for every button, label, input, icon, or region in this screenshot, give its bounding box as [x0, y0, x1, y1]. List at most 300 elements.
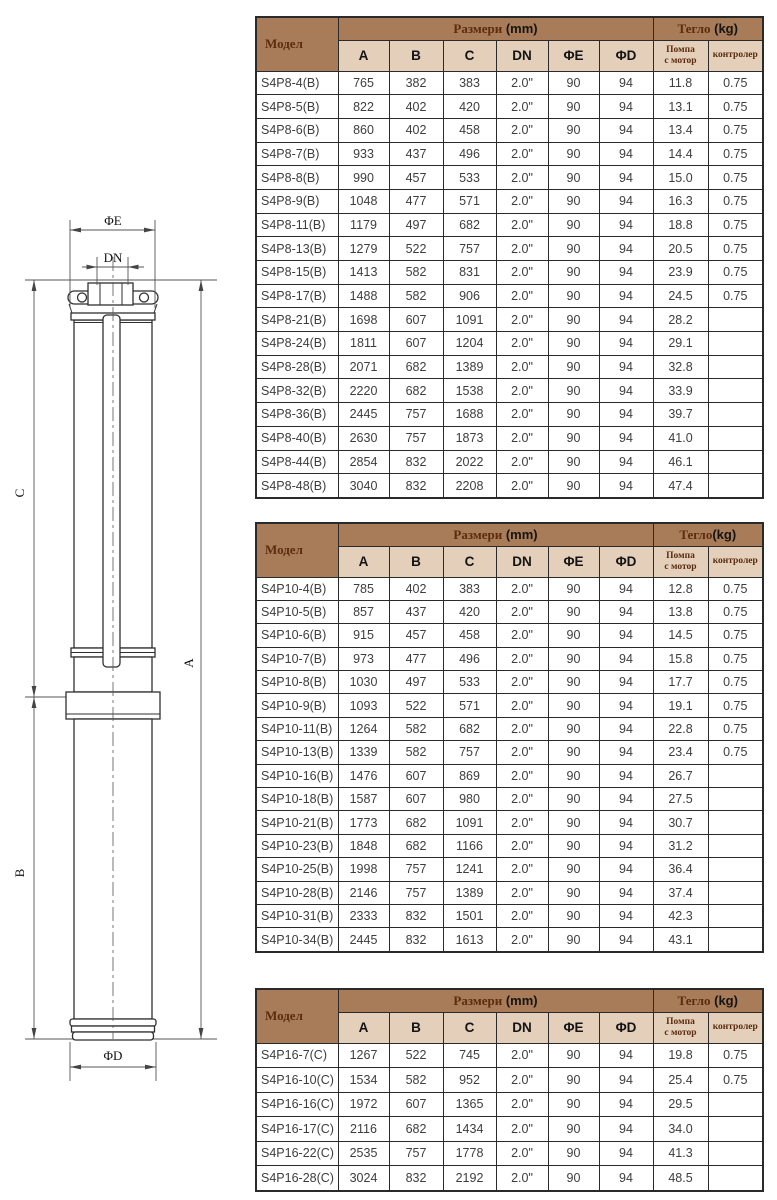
- dim-b-cell: 757: [389, 426, 443, 450]
- phi-e-cell: 90: [548, 142, 599, 166]
- phi-d-cell: 94: [599, 237, 653, 261]
- model-cell: S4P10-18(B): [256, 788, 338, 811]
- table-row: [256, 95, 763, 119]
- table-row: [256, 647, 763, 670]
- dim-b-cell: 607: [389, 332, 443, 356]
- dimensions-group-header: Размери (mm): [338, 17, 653, 40]
- phi-e-cell: 90: [548, 671, 599, 694]
- phi-d-cell: 94: [599, 1043, 653, 1068]
- table-row: [256, 213, 763, 237]
- dim-a-cell: 2535: [338, 1141, 389, 1166]
- controller-weight-cell: 0.75: [708, 624, 763, 647]
- dim-c-cell: 533: [443, 166, 496, 190]
- phi-d-cell: 94: [599, 213, 653, 237]
- col-header-c: C: [443, 546, 496, 577]
- table-row: [256, 811, 763, 834]
- phi-d-cell: 94: [599, 694, 653, 717]
- table-body: [256, 577, 763, 952]
- dim-a-cell: 765: [338, 71, 389, 95]
- pump-weight-cell: 34.0: [653, 1117, 708, 1142]
- dn-cell: 2.0": [496, 858, 548, 881]
- table-row: [256, 71, 763, 95]
- dim-b-cell: 437: [389, 142, 443, 166]
- dn-cell: 2.0": [496, 474, 548, 498]
- table-body: [256, 1043, 763, 1191]
- dn-cell: 2.0": [496, 577, 548, 600]
- phi-e-cell: 90: [548, 858, 599, 881]
- pump-weight-cell: 48.5: [653, 1166, 708, 1191]
- pump-technical-drawing: [12, 205, 232, 1095]
- dn-cell: 2.0": [496, 671, 548, 694]
- table-row: [256, 1141, 763, 1166]
- dim-c-cell: 745: [443, 1043, 496, 1068]
- phi-d-cell: 94: [599, 1068, 653, 1093]
- dn-cell: 2.0": [496, 450, 548, 474]
- model-cell: S4P16-10(C): [256, 1068, 338, 1093]
- controller-weight-cell: [708, 881, 763, 904]
- phi-e-cell: 90: [548, 741, 599, 764]
- col-header-pump-motor: Помпа с мотор: [653, 40, 708, 71]
- dim-c-cell: 2022: [443, 450, 496, 474]
- dn-cell: 2.0": [496, 71, 548, 95]
- controller-weight-cell: 0.75: [708, 577, 763, 600]
- dim-c: [12, 280, 36, 697]
- outlet-hex: [88, 283, 133, 305]
- dim-a-cell: 1698: [338, 308, 389, 332]
- controller-weight-cell: 0.75: [708, 600, 763, 623]
- dim-b-cell: 682: [389, 811, 443, 834]
- dim-a-cell: 2854: [338, 450, 389, 474]
- phi-d-cell: 94: [599, 858, 653, 881]
- dim-label-phi-e: ΦE: [104, 213, 122, 228]
- phi-e-cell: 90: [548, 1068, 599, 1093]
- pump-weight-cell: 37.4: [653, 881, 708, 904]
- pump-weight-cell: 29.1: [653, 332, 708, 356]
- weight-group-header: Тегло (kg): [653, 17, 763, 40]
- table-row: [256, 858, 763, 881]
- col-header-a: A: [338, 40, 389, 71]
- phi-e-cell: 90: [548, 624, 599, 647]
- phi-d-cell: 94: [599, 403, 653, 427]
- model-cell: S4P8-48(B): [256, 474, 338, 498]
- phi-d-cell: 94: [599, 189, 653, 213]
- phi-e-cell: 90: [548, 261, 599, 285]
- phi-d-cell: 94: [599, 1166, 653, 1191]
- dim-b-cell: 832: [389, 904, 443, 927]
- phi-d-cell: 94: [599, 166, 653, 190]
- controller-weight-cell: [708, 308, 763, 332]
- dn-cell: 2.0": [496, 142, 548, 166]
- pump-weight-cell: 23.4: [653, 741, 708, 764]
- dn-cell: 2.0": [496, 355, 548, 379]
- table-s4p10: [255, 522, 764, 953]
- dim-a-cell: 1030: [338, 671, 389, 694]
- dn-cell: 2.0": [496, 166, 548, 190]
- controller-weight-cell: 0.75: [708, 142, 763, 166]
- dim-b-cell: 582: [389, 284, 443, 308]
- model-column-header: Модел: [256, 17, 338, 71]
- dim-c-cell: 1204: [443, 332, 496, 356]
- model-cell: S4P8-9(B): [256, 189, 338, 213]
- pump-weight-cell: 30.7: [653, 811, 708, 834]
- phi-e-cell: 90: [548, 694, 599, 717]
- dim-a-cell: 1811: [338, 332, 389, 356]
- dim-c-cell: 1365: [443, 1092, 496, 1117]
- dim-a-cell: 1773: [338, 811, 389, 834]
- pump-weight-cell: 18.8: [653, 213, 708, 237]
- col-header-b: B: [389, 40, 443, 71]
- phi-d-cell: 94: [599, 717, 653, 740]
- table-s4p8: [255, 16, 764, 499]
- dim-c-cell: 1434: [443, 1117, 496, 1142]
- dim-c-cell: 383: [443, 577, 496, 600]
- dn-cell: 2.0": [496, 647, 548, 670]
- table-row: [256, 1043, 763, 1068]
- table-row: [256, 261, 763, 285]
- col-header-a: A: [338, 1012, 389, 1043]
- col-header-controller: контролер: [708, 546, 763, 577]
- table-row: [256, 474, 763, 498]
- dimensions-group-header: Размери (mm): [338, 989, 653, 1012]
- table-row: [256, 1092, 763, 1117]
- model-cell: S4P10-25(B): [256, 858, 338, 881]
- table-row: [256, 741, 763, 764]
- dim-b-cell: 402: [389, 577, 443, 600]
- dn-cell: 2.0": [496, 213, 548, 237]
- cable-guard: [103, 315, 120, 667]
- dn-cell: 2.0": [496, 881, 548, 904]
- model-cell: S4P8-44(B): [256, 450, 338, 474]
- controller-weight-cell: 0.75: [708, 213, 763, 237]
- controller-weight-cell: [708, 1166, 763, 1191]
- table-row: [256, 403, 763, 427]
- dim-b-cell: 832: [389, 474, 443, 498]
- table-row: [256, 834, 763, 857]
- dim-a-cell: 822: [338, 95, 389, 119]
- dim-c-cell: 571: [443, 694, 496, 717]
- model-cell: S4P8-5(B): [256, 95, 338, 119]
- dn-cell: 2.0": [496, 284, 548, 308]
- phi-e-cell: 90: [548, 577, 599, 600]
- phi-e-cell: 90: [548, 379, 599, 403]
- phi-d-cell: 94: [599, 577, 653, 600]
- pump-weight-cell: 23.9: [653, 261, 708, 285]
- phi-d-cell: 94: [599, 647, 653, 670]
- table-row: [256, 1117, 763, 1142]
- table-row: [256, 284, 763, 308]
- phi-e-cell: 90: [548, 237, 599, 261]
- table-s4p16: [255, 988, 764, 1192]
- dim-c-cell: 1688: [443, 403, 496, 427]
- phi-d-cell: 94: [599, 142, 653, 166]
- phi-d-cell: 94: [599, 1092, 653, 1117]
- phi-e-cell: 90: [548, 355, 599, 379]
- dim-c-cell: 1166: [443, 834, 496, 857]
- model-cell: S4P8-13(B): [256, 237, 338, 261]
- table-row: [256, 166, 763, 190]
- dim-c-cell: 383: [443, 71, 496, 95]
- col-header-controller: контролер: [708, 1012, 763, 1043]
- controller-weight-cell: [708, 450, 763, 474]
- phi-e-cell: 90: [548, 904, 599, 927]
- dim-c-cell: 1241: [443, 858, 496, 881]
- phi-e-cell: 90: [548, 811, 599, 834]
- controller-weight-cell: 0.75: [708, 647, 763, 670]
- model-cell: S4P10-11(B): [256, 717, 338, 740]
- phi-e-cell: 90: [548, 332, 599, 356]
- phi-e-cell: 90: [548, 166, 599, 190]
- controller-weight-cell: 0.75: [708, 261, 763, 285]
- dim-b-cell: 582: [389, 741, 443, 764]
- table-row: [256, 118, 763, 142]
- dim-a-cell: 2333: [338, 904, 389, 927]
- dim-c-cell: 458: [443, 118, 496, 142]
- table-row: [256, 600, 763, 623]
- phi-d-cell: 94: [599, 788, 653, 811]
- dim-a-cell: 1264: [338, 717, 389, 740]
- pump-weight-cell: 25.4: [653, 1068, 708, 1093]
- phi-e-cell: 90: [548, 834, 599, 857]
- col-header-a: A: [338, 546, 389, 577]
- controller-weight-cell: [708, 474, 763, 498]
- phi-e-cell: 90: [548, 95, 599, 119]
- model-cell: S4P10-9(B): [256, 694, 338, 717]
- model-cell: S4P10-7(B): [256, 647, 338, 670]
- model-cell: S4P8-4(B): [256, 71, 338, 95]
- dim-a-cell: 2146: [338, 881, 389, 904]
- dim-label-c: C: [12, 488, 27, 498]
- dim-b-cell: 832: [389, 450, 443, 474]
- dn-cell: 2.0": [496, 1166, 548, 1191]
- controller-weight-cell: [708, 764, 763, 787]
- phi-d-cell: 94: [599, 904, 653, 927]
- dim-c-cell: 831: [443, 261, 496, 285]
- dn-cell: 2.0": [496, 118, 548, 142]
- model-cell: S4P10-13(B): [256, 741, 338, 764]
- phi-e-cell: 90: [548, 1141, 599, 1166]
- controller-weight-cell: [708, 1117, 763, 1142]
- phi-d-cell: 94: [599, 284, 653, 308]
- table-row: [256, 1166, 763, 1191]
- dim-a-cell: 1848: [338, 834, 389, 857]
- phi-e-cell: 90: [548, 764, 599, 787]
- dim-a-cell: 990: [338, 166, 389, 190]
- phi-d-cell: 94: [599, 1141, 653, 1166]
- dim-c-cell: 1389: [443, 355, 496, 379]
- dim-b-cell: 497: [389, 213, 443, 237]
- dim-a-cell: 785: [338, 577, 389, 600]
- pump-weight-cell: 20.5: [653, 237, 708, 261]
- controller-weight-cell: 0.75: [708, 71, 763, 95]
- phi-e-cell: 90: [548, 426, 599, 450]
- phi-d-cell: 94: [599, 355, 653, 379]
- dim-a-cell: 973: [338, 647, 389, 670]
- phi-d-cell: 94: [599, 1117, 653, 1142]
- col-header-c: C: [443, 40, 496, 71]
- pump-weight-cell: 26.7: [653, 764, 708, 787]
- pump-weight-cell: 16.3: [653, 189, 708, 213]
- dim-phi-d: [70, 1042, 156, 1081]
- dim-a-cell: 2445: [338, 403, 389, 427]
- col-header-c: C: [443, 1012, 496, 1043]
- dim-c-cell: 571: [443, 189, 496, 213]
- dim-c-cell: 757: [443, 741, 496, 764]
- dim-c-cell: 496: [443, 142, 496, 166]
- pump-weight-cell: 28.2: [653, 308, 708, 332]
- col-header-b: B: [389, 1012, 443, 1043]
- dim-c-cell: 1538: [443, 379, 496, 403]
- table-row: [256, 904, 763, 927]
- phi-e-cell: 90: [548, 71, 599, 95]
- pump-weight-cell: 32.8: [653, 355, 708, 379]
- controller-weight-cell: [708, 904, 763, 927]
- controller-weight-cell: [708, 1141, 763, 1166]
- pump-weight-cell: 31.2: [653, 834, 708, 857]
- pump-weight-cell: 15.8: [653, 647, 708, 670]
- phi-d-cell: 94: [599, 95, 653, 119]
- dim-c-cell: 906: [443, 284, 496, 308]
- controller-weight-cell: 0.75: [708, 189, 763, 213]
- controller-weight-cell: [708, 379, 763, 403]
- model-cell: S4P10-5(B): [256, 600, 338, 623]
- model-cell: S4P16-22(C): [256, 1141, 338, 1166]
- dn-cell: 2.0": [496, 403, 548, 427]
- table-row: [256, 332, 763, 356]
- phi-d-cell: 94: [599, 624, 653, 647]
- dim-b-cell: 522: [389, 1043, 443, 1068]
- col-header-phi-d: ΦD: [599, 1012, 653, 1043]
- model-cell: S4P16-28(C): [256, 1166, 338, 1191]
- phi-e-cell: 90: [548, 788, 599, 811]
- phi-d-cell: 94: [599, 834, 653, 857]
- dim-b-cell: 607: [389, 764, 443, 787]
- controller-weight-cell: [708, 355, 763, 379]
- phi-e-cell: 90: [548, 881, 599, 904]
- model-cell: S4P8-24(B): [256, 332, 338, 356]
- pump-weight-cell: 41.3: [653, 1141, 708, 1166]
- controller-weight-cell: 0.75: [708, 284, 763, 308]
- pump-weight-cell: 47.4: [653, 474, 708, 498]
- model-cell: S4P10-16(B): [256, 764, 338, 787]
- pump-weight-cell: 43.1: [653, 928, 708, 952]
- dim-c-cell: 757: [443, 237, 496, 261]
- pump-weight-cell: 13.4: [653, 118, 708, 142]
- pump-weight-cell: 42.3: [653, 904, 708, 927]
- col-header-phi-d: ΦD: [599, 40, 653, 71]
- dim-a-cell: 1998: [338, 858, 389, 881]
- dim-a-cell: 1413: [338, 261, 389, 285]
- dim-a-cell: 1267: [338, 1043, 389, 1068]
- col-header-phi-d: ΦD: [599, 546, 653, 577]
- model-cell: S4P16-16(C): [256, 1092, 338, 1117]
- dim-a-cell: 915: [338, 624, 389, 647]
- dim-a-cell: 2071: [338, 355, 389, 379]
- model-cell: S4P8-7(B): [256, 142, 338, 166]
- dim-b-cell: 582: [389, 717, 443, 740]
- pump-weight-cell: 29.5: [653, 1092, 708, 1117]
- pump-weight-cell: 39.7: [653, 403, 708, 427]
- dim-a-cell: 3024: [338, 1166, 389, 1191]
- table-row: [256, 717, 763, 740]
- pump-weight-cell: 14.4: [653, 142, 708, 166]
- model-cell: S4P10-31(B): [256, 904, 338, 927]
- dim-b-cell: 757: [389, 881, 443, 904]
- controller-weight-cell: 0.75: [708, 118, 763, 142]
- dim-c-cell: 1873: [443, 426, 496, 450]
- table-row: [256, 426, 763, 450]
- dim-a-cell: 1179: [338, 213, 389, 237]
- controller-weight-cell: 0.75: [708, 1043, 763, 1068]
- dim-c-cell: 1091: [443, 811, 496, 834]
- dim-c-cell: 1778: [443, 1141, 496, 1166]
- phi-d-cell: 94: [599, 811, 653, 834]
- dn-cell: 2.0": [496, 261, 548, 285]
- dim-c-cell: 533: [443, 671, 496, 694]
- model-cell: S4P8-21(B): [256, 308, 338, 332]
- dim-a-cell: 1972: [338, 1092, 389, 1117]
- phi-e-cell: 90: [548, 213, 599, 237]
- dim-c-cell: 682: [443, 717, 496, 740]
- dim-b-cell: 437: [389, 600, 443, 623]
- dn-cell: 2.0": [496, 379, 548, 403]
- dim-b-cell: 402: [389, 95, 443, 119]
- dim-b-cell: 457: [389, 624, 443, 647]
- model-cell: S4P8-11(B): [256, 213, 338, 237]
- controller-weight-cell: 0.75: [708, 671, 763, 694]
- dim-a-cell: 1048: [338, 189, 389, 213]
- bolt-hole-right: [140, 293, 149, 302]
- dim-a-cell: 1279: [338, 237, 389, 261]
- controller-weight-cell: [708, 788, 763, 811]
- dim-a-cell: 1488: [338, 284, 389, 308]
- phi-e-cell: 90: [548, 118, 599, 142]
- table-row: [256, 308, 763, 332]
- dn-cell: 2.0": [496, 426, 548, 450]
- pump-weight-cell: 22.8: [653, 717, 708, 740]
- controller-weight-cell: [708, 332, 763, 356]
- phi-e-cell: 90: [548, 1166, 599, 1191]
- pump-weight-cell: 13.8: [653, 600, 708, 623]
- dn-cell: 2.0": [496, 189, 548, 213]
- table-row: [256, 671, 763, 694]
- table-row: [256, 694, 763, 717]
- dn-cell: 2.0": [496, 834, 548, 857]
- model-cell: S4P8-40(B): [256, 426, 338, 450]
- dim-label-phi-d: ΦD: [103, 1048, 123, 1063]
- dim-a-cell: 1534: [338, 1068, 389, 1093]
- model-cell: S4P10-28(B): [256, 881, 338, 904]
- phi-d-cell: 94: [599, 928, 653, 952]
- phi-d-cell: 94: [599, 450, 653, 474]
- model-cell: S4P8-6(B): [256, 118, 338, 142]
- dim-a-cell: 860: [338, 118, 389, 142]
- col-header-dn: DN: [496, 1012, 548, 1043]
- dn-cell: 2.0": [496, 1068, 548, 1093]
- dn-cell: 2.0": [496, 928, 548, 952]
- pump-weight-cell: 27.5: [653, 788, 708, 811]
- dn-cell: 2.0": [496, 1043, 548, 1068]
- pump-weight-cell: 36.4: [653, 858, 708, 881]
- dn-cell: 2.0": [496, 95, 548, 119]
- dn-cell: 2.0": [496, 788, 548, 811]
- pump-weight-cell: 24.5: [653, 284, 708, 308]
- dim-a-cell: 3040: [338, 474, 389, 498]
- phi-e-cell: 90: [548, 189, 599, 213]
- dim-a-cell: 933: [338, 142, 389, 166]
- dim-a: [181, 280, 203, 1039]
- table-row: [256, 928, 763, 952]
- dn-cell: 2.0": [496, 694, 548, 717]
